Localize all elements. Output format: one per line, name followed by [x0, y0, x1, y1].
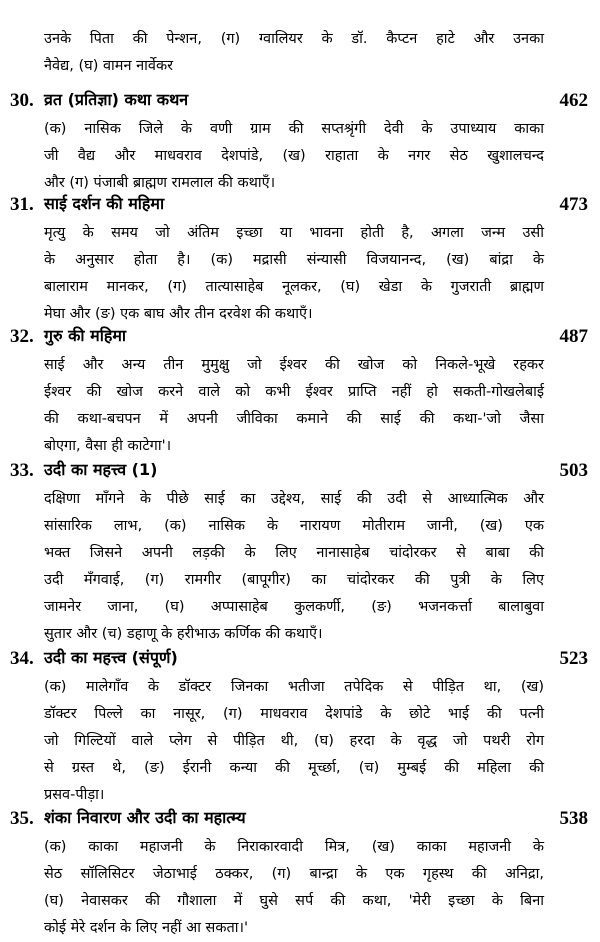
entry-page-number: 538 — [559, 808, 588, 829]
entry-title: उदी का महत्त्व (1) — [44, 460, 158, 479]
body-line: कोई मेरे दर्शन के लिए नहीं आ सकता।' — [44, 920, 248, 936]
body-line: (क) काका महाजनी के निराकारवादी मित्र, (ख) काका महाजनी के — [44, 839, 544, 855]
entry-page-number: 523 — [559, 648, 588, 669]
entry-number: 34. — [10, 648, 34, 669]
entry-description — [44, 220, 544, 328]
entry-number: 31. — [10, 194, 34, 215]
body-line: जामनेर जाना, (घ) अप्पासाहेब कुलकर्णी, (ङ) भजनकर्त्ता बालाबुवा — [44, 599, 544, 615]
entry-title: गुरु की महिमा — [44, 326, 127, 345]
intro-continuation — [44, 26, 544, 80]
body-line: की कथा-बचपन में अपनी जीविका कमाने की साई की कथा-'जो जैसा — [44, 411, 544, 427]
body-line: मेघा और (ङ) एक बाघ और तीन दरवेश की कथाएँ। — [44, 306, 313, 322]
body-line: के अनुसार होता है। (क) मद्रासी संन्यासी विजयानन्द, (ख) बांद्रा के — [44, 252, 544, 268]
body-line: सेठ सॉलिसिटर जेठाभाई ठक्कर, (ग) बान्द्रा के एक गृहस्थ की अनिद्रा, — [44, 866, 544, 882]
entry-page-number: 487 — [559, 326, 588, 347]
entry-description — [44, 486, 544, 648]
toc-entry-35 — [0, 804, 600, 942]
body-line: बालाराम मानकर, (ग) तात्यासाहेब नूलकर, (घ) खेडा के गुजराती ब्राह्मण — [44, 279, 544, 295]
body-line: भक्त जिसने अपनी लड़की के लिए नानासाहेब चांदोरकर से बाबा की — [44, 545, 544, 561]
body-line: और (ग) पंजाबी ब्राह्मण रामलाल की कथाएँ। — [44, 175, 276, 191]
entry-description — [44, 674, 544, 809]
body-line: से ग्रस्त थे, (ङ) ईरानी कन्या की मूर्च्छा, (च) मुम्बई की महिला की — [44, 760, 544, 776]
entry-description — [44, 352, 544, 460]
entry-title: शंका निवारण और उदी का महात्म्य — [44, 808, 246, 827]
body-line: मृत्यु के समय जो अंतिम इच्छा या भावना होती है, अगला जन्म उसी — [44, 225, 544, 241]
entry-page-number: 462 — [559, 90, 588, 111]
body-line: (क) नासिक जिले के वणी ग्राम की सप्तश्रृंगी देवी के उपाध्याय काका — [44, 121, 544, 137]
entry-number: 30. — [10, 90, 34, 111]
toc-entry-31 — [0, 190, 600, 328]
body-line: ईश्वर की खोज करने वाले को कभी ईश्वर प्राप्ति नहीं हो सकती-गोखलेबाई — [44, 384, 544, 400]
entry-number: 33. — [10, 460, 34, 481]
body-line: बोएगा, वैसा ही काटेगा'। — [44, 438, 172, 454]
body-line: दक्षिणा माँगने के पीछे साई का उद्देश्य, साई की उदी से आध्यात्मिक और — [44, 491, 544, 507]
toc-entry-32 — [0, 322, 600, 460]
entry-title: साई दर्शन की महिमा — [44, 194, 165, 213]
entry-description — [44, 116, 544, 197]
body-line: साई और अन्य तीन मुमुक्षु जो ईश्वर की खोज को निकले-भूखे रहकर — [44, 357, 544, 373]
body-line: उदी मँगवाई, (ग) रामगीर (बापूगीर) का चांदोरकर की पुत्री के लिए — [44, 572, 544, 588]
entry-page-number: 503 — [559, 460, 588, 481]
body-line: डॉक्टर पिल्ले का नासूर, (ग) माधवराव देशपांडे के छोटे भाई की पत्नी — [44, 706, 544, 722]
entry-title: व्रत (प्रतिज्ञा) कथा कथन — [44, 90, 189, 109]
toc-entry-34 — [0, 644, 600, 809]
body-line: प्रसव-पीड़ा। — [44, 787, 105, 803]
body-line: जी वैद्य और माधवराव देशपांडे, (ख) राहाता के नगर सेठ खुशालचन्द — [44, 148, 544, 164]
body-line: उनके पिता की पेन्शन, (ग) ग्वालियर के डॉ. कैप्टन हाटे और उनका — [44, 31, 544, 47]
body-line: जो गिल्टियों वाले प्लेग से पीड़ित थी, (घ) हरदा के वृद्ध जो पथरी रोग — [44, 733, 544, 749]
body-line: नैवेद्य, (घ) वामन नार्वेकर — [44, 58, 174, 74]
toc-entry-30 — [0, 86, 600, 197]
entry-description — [44, 834, 544, 942]
entry-number: 35. — [10, 808, 34, 829]
entry-page-number: 473 — [559, 194, 588, 215]
body-line: (घ) नेवासकर की गौशाला में घुसे सर्प की कथा, 'मेरी इच्छा के बिना — [44, 893, 544, 909]
toc-entry-33 — [0, 456, 600, 648]
body-line: सुतार और (च) डहाणू के हरीभाऊ कर्णिक की कथाएँ। — [44, 626, 323, 642]
entry-title: उदी का महत्त्व (संपूर्ण) — [44, 648, 178, 667]
body-line: (क) मालेगाँव के डॉक्टर जिनका भतीजा तपेदिक से पीड़ित था, (ख) — [44, 679, 544, 695]
entry-number: 32. — [10, 326, 34, 347]
body-line: सांसारिक लाभ, (क) नासिक के नारायण मोतीराम जानी, (ख) एक — [44, 518, 544, 534]
